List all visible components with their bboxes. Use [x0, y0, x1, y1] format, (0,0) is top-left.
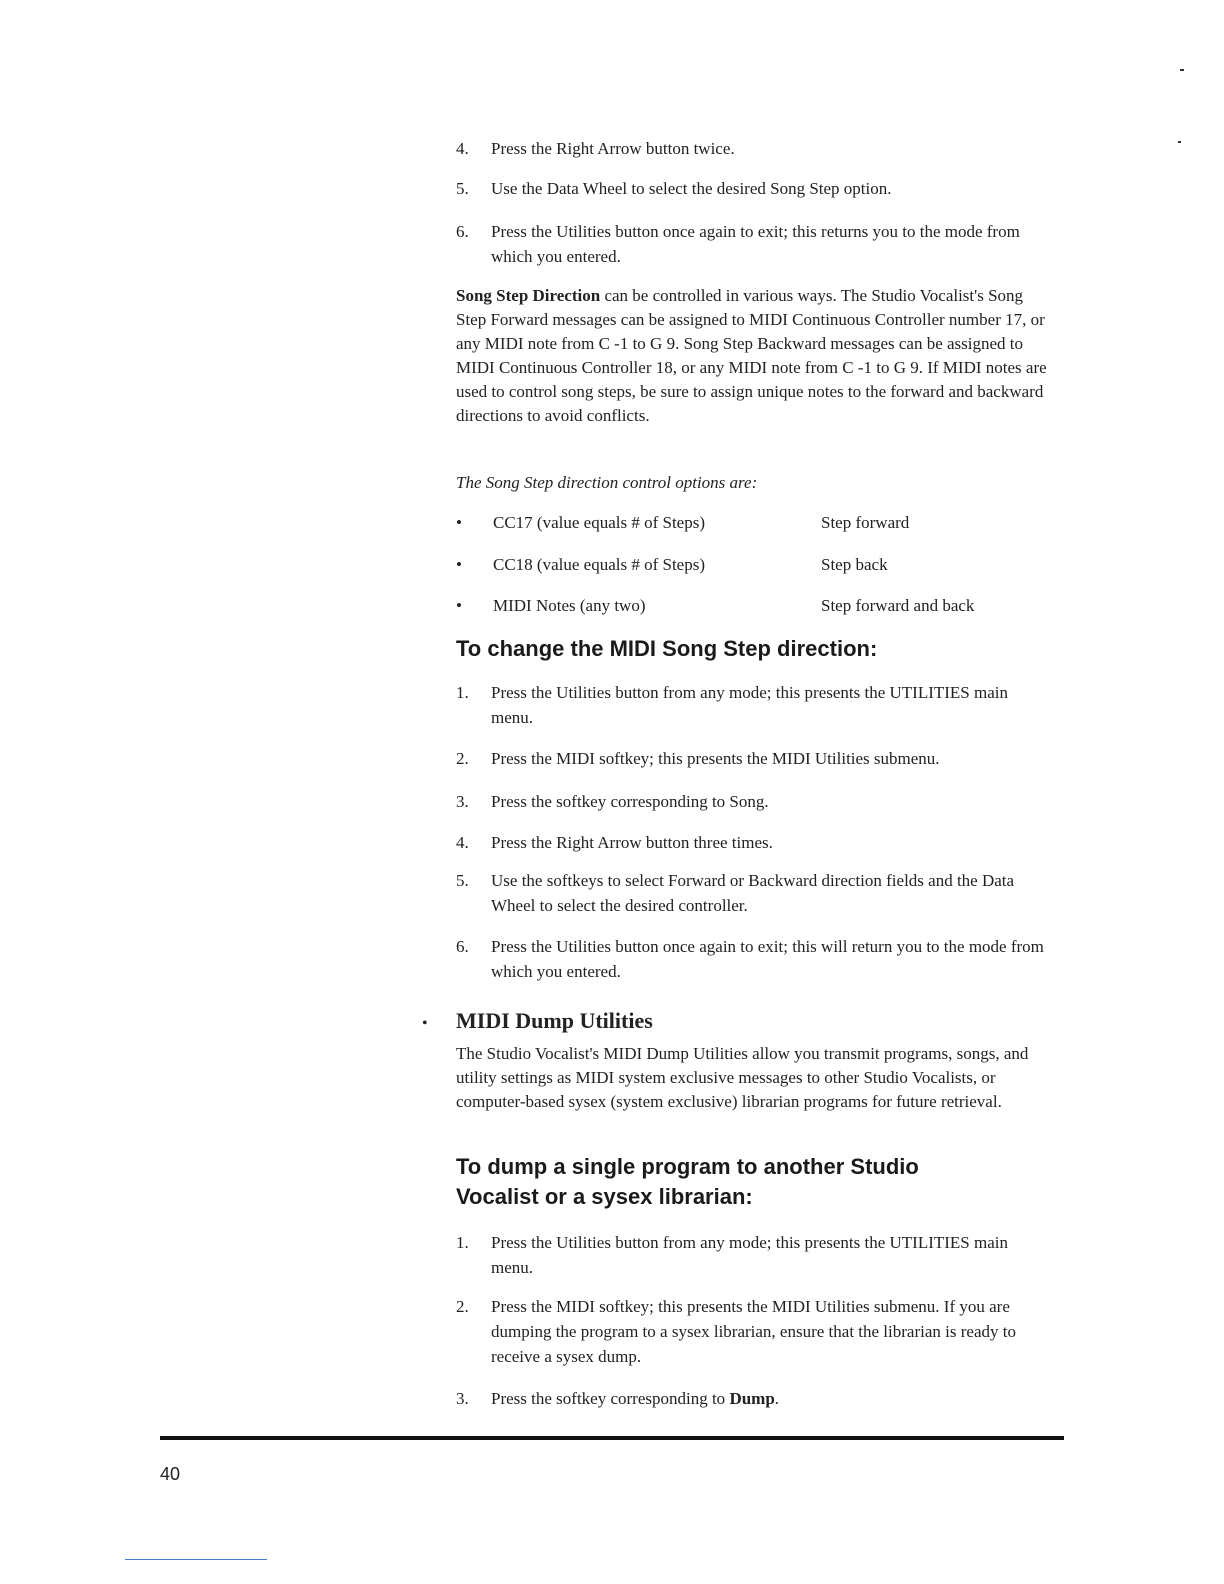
heading-change-direction: To change the MIDI Song Step direction:	[456, 636, 878, 661]
step-number: 3.	[456, 1389, 469, 1408]
step-text-pre: Press the softkey corresponding to	[491, 1389, 730, 1408]
step-number: 2.	[456, 749, 469, 768]
option-label: CC17 (value equals # of Steps)	[493, 513, 705, 532]
option-label: MIDI Notes (any two)	[493, 596, 646, 615]
direction-paragraph	[456, 284, 1056, 428]
step-number: 4.	[456, 833, 469, 852]
step-number: 1.	[456, 1233, 469, 1252]
scan-speck	[1180, 69, 1184, 71]
step-number: 4.	[456, 139, 469, 158]
step-text: Press the Utilities button from any mode; this presents the UTILITIES main menu.	[491, 1233, 1008, 1277]
step-number: 5.	[456, 871, 469, 890]
step-number: 3.	[456, 792, 469, 811]
step-text	[491, 1386, 1051, 1411]
step-text: Use the softkeys to select Forward or Backward direction fields and the Data Wheel to select the desired controller.	[491, 871, 1015, 915]
step-text: Press the Utilities button once again to exit; this will return you to the mode from which you entered.	[491, 937, 1044, 981]
heading-dump-program: To dump a single program to another Studio Vocalist or a sysex librarian:	[456, 1154, 919, 1209]
step-number: 1.	[456, 683, 469, 702]
step-text-bold: Dump	[729, 1389, 775, 1408]
section-title: MIDI Dump Utilities	[456, 1008, 653, 1033]
bullet: •	[456, 513, 462, 532]
dump-paragraph: The Studio Vocalist's MIDI Dump Utilities allow you transmit programs, songs, and utility settings as MIDI system exclusive messages to other Studio Vocalists, or computer-based sysex (system exclusive) librarian programs for future retrieval.	[456, 1044, 1029, 1111]
option-label: CC18 (value equals # of Steps)	[493, 555, 705, 574]
step-number: 2.	[456, 1297, 469, 1316]
page-number: 40	[160, 1464, 181, 1484]
scan-speck	[1178, 141, 1181, 143]
option-value: Step back	[821, 555, 888, 574]
section-bullet: •	[422, 1015, 428, 1032]
footer-rule	[160, 1436, 1064, 1440]
step-number: 6.	[456, 222, 469, 241]
bullet: •	[456, 596, 462, 615]
step-text-post: .	[774, 1389, 780, 1408]
options-intro: The Song Step direction control options are:	[456, 473, 758, 492]
scan-artifact-line	[125, 1559, 267, 1560]
option-value: Step forward and back	[821, 596, 975, 615]
bullet: •	[456, 555, 462, 574]
direction-body: can be controlled in various ways. The Studio Vocalist's Song Step Forward messages can be assigned to MIDI Continuous Controller number 17, or any MIDI note from C -1 to G 9. Song Step Backward messages can be assigned to MIDI Continuous Controller 18, or any MIDI note from C -1 to G 9. If MIDI notes are used to control song steps, be sure to assign unique notes to the forward and backward directions to avoid conflicts.	[456, 286, 1047, 425]
direction-lead: Song Step Direction	[456, 286, 601, 305]
step-text: Press the Right Arrow button twice.	[491, 139, 735, 158]
step-text: Press the MIDI softkey; this presents the MIDI Utilities submenu. If you are dumping the program to a sysex librarian, ensure that the librarian is ready to receive a sysex dump.	[491, 1297, 1016, 1366]
step-text: Press the MIDI softkey; this presents the MIDI Utilities submenu.	[491, 749, 940, 768]
step-text: Press the Utilities button once again to exit; this returns you to the mode from which you entered.	[491, 222, 1020, 266]
step-text: Press the Right Arrow button three times.	[491, 833, 773, 852]
step-number: 6.	[456, 937, 469, 956]
step-text: Press the softkey corresponding to Song.	[491, 792, 769, 811]
step-text: Use the Data Wheel to select the desired Song Step option.	[491, 179, 892, 198]
step-text: Press the Utilities button from any mode; this presents the UTILITIES main menu.	[491, 683, 1008, 727]
step-number: 5.	[456, 179, 469, 198]
option-value: Step forward	[821, 513, 910, 532]
